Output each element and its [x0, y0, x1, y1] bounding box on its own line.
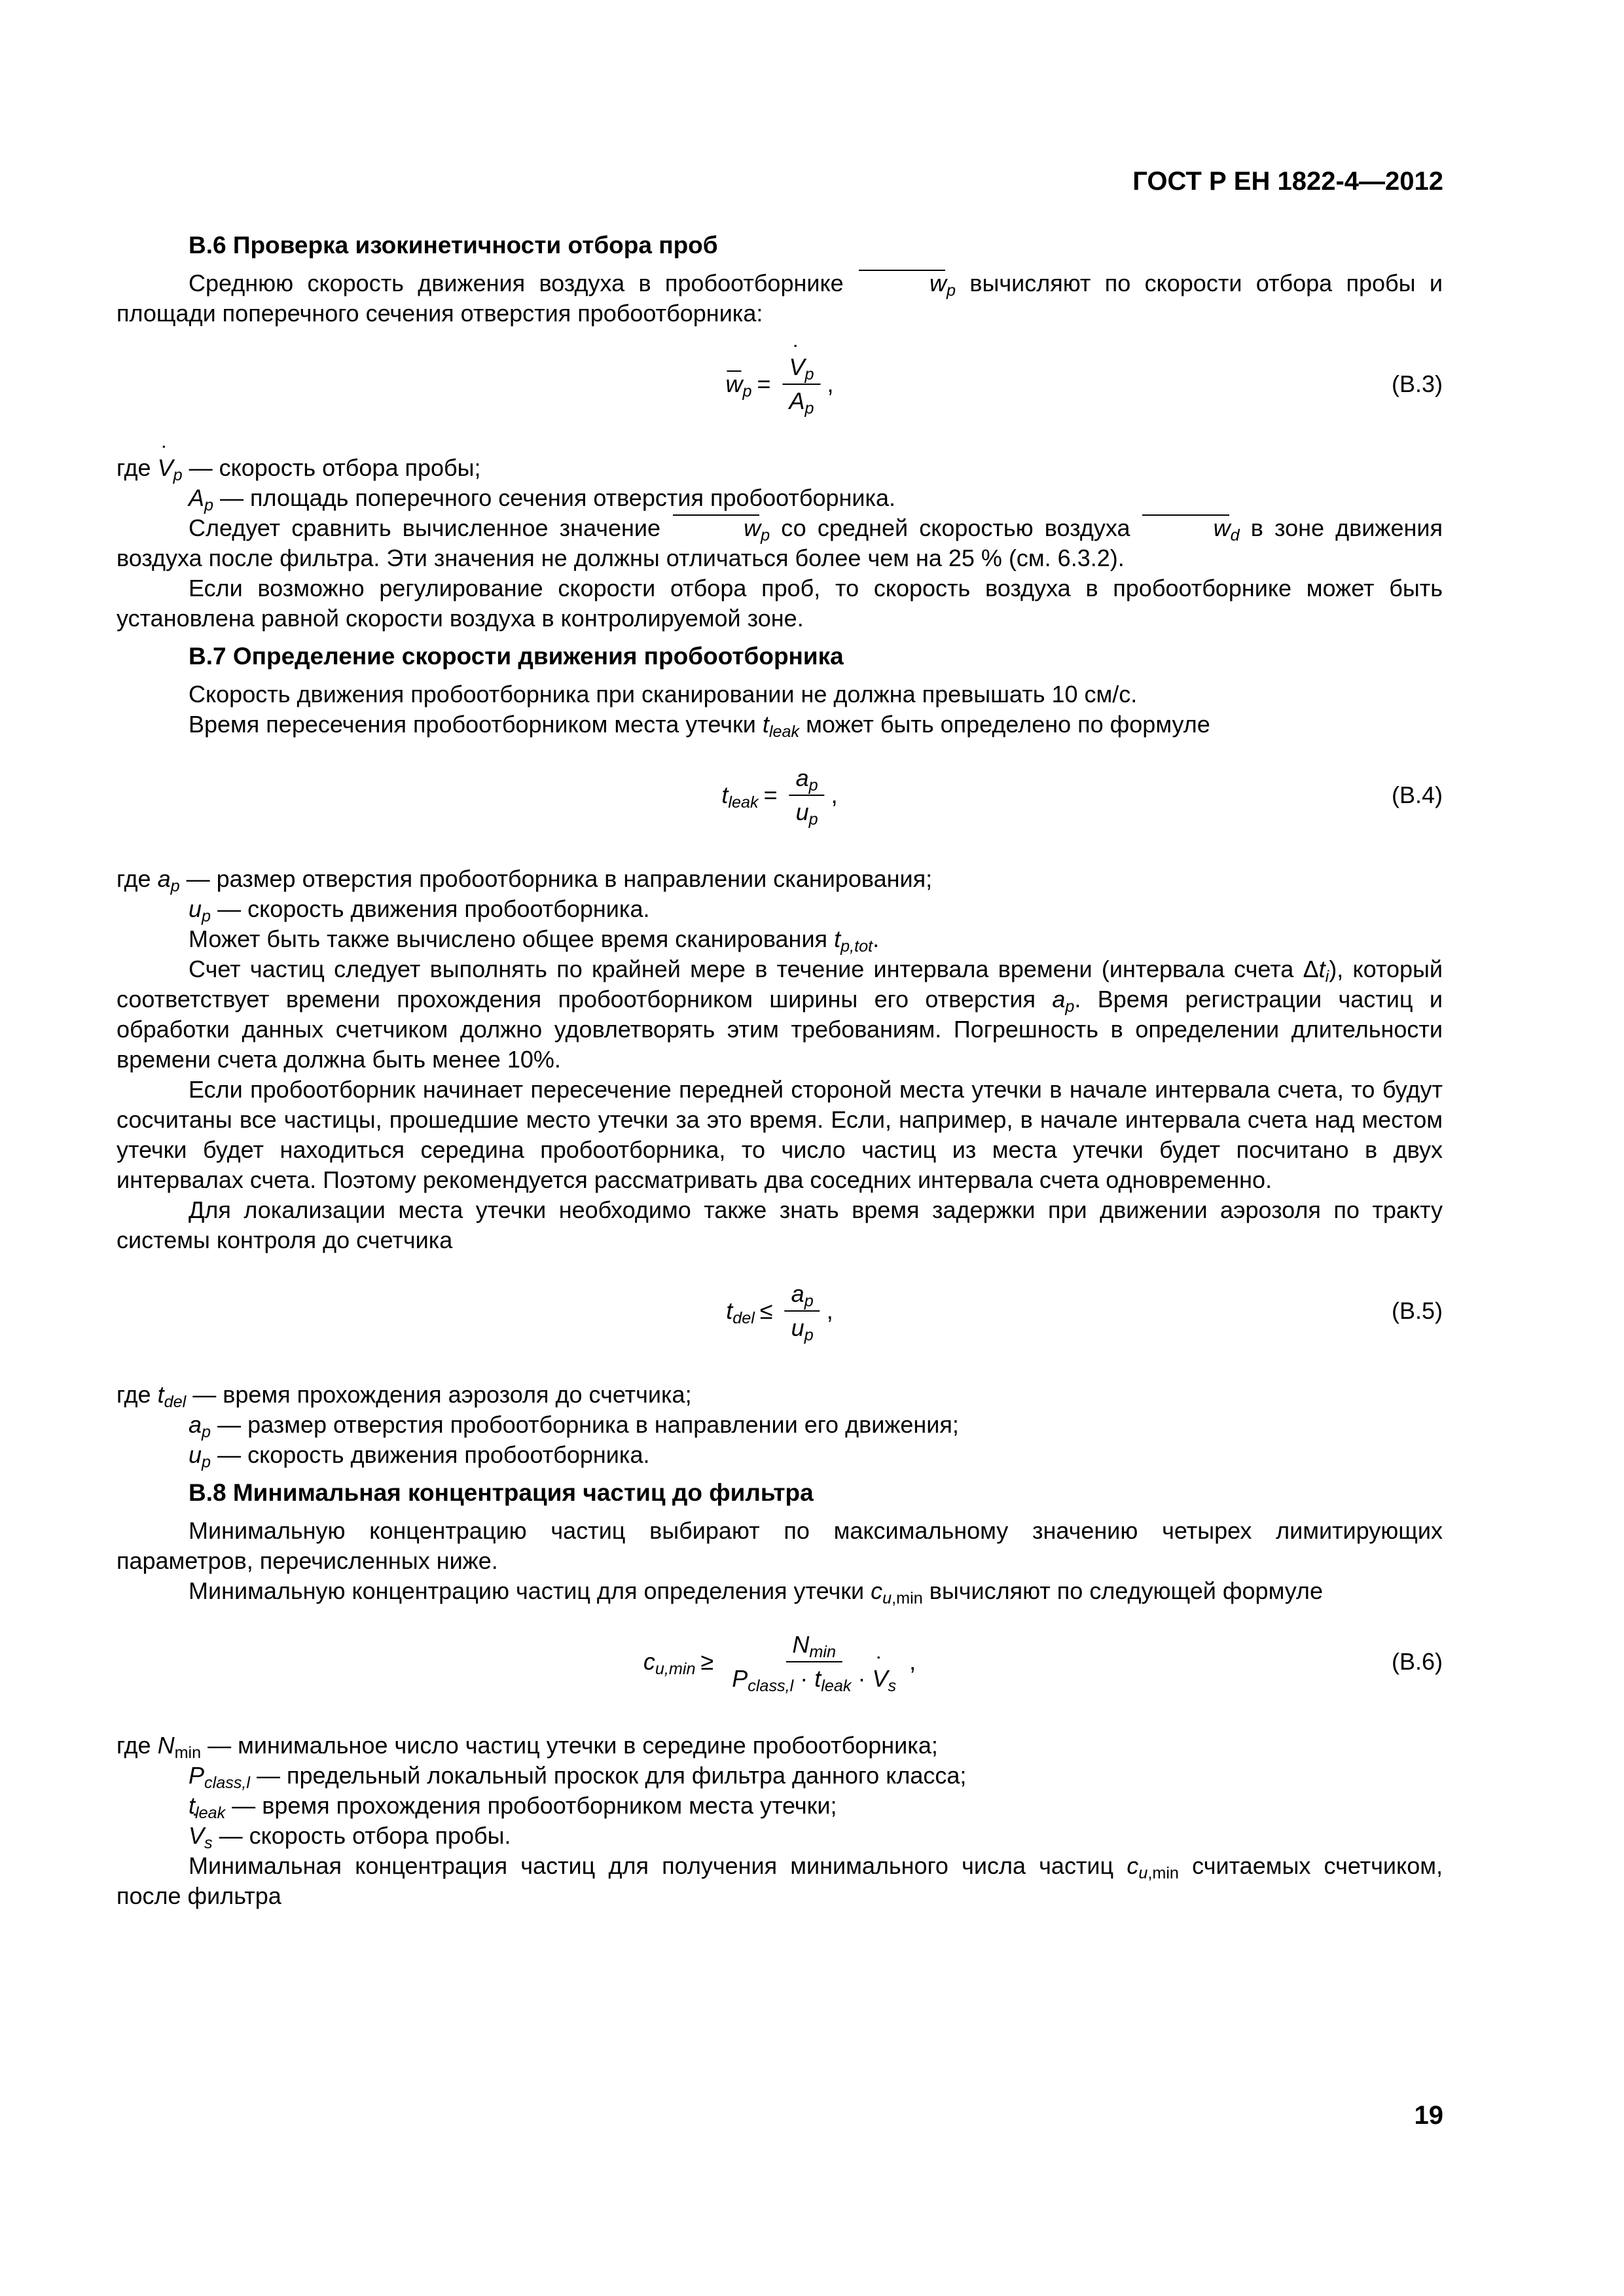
definition-item: ˙ $V_s$ — скорость отбора пробы.	[117, 1821, 1443, 1851]
paragraph: Среднюю скорость движения воздуха в пробоотборнике $w_p$ вычисляют по скорости отбора пробы и площади поперечного сечения отверстия пробоотборника:	[117, 270, 1443, 327]
definition-item: $P_{class,l}$ — предельный локальный проскок для фильтра данного класса;	[189, 1762, 967, 1793]
document-header: ГОСТ Р ЕН 1822-4—2012	[1132, 167, 1443, 196]
formula: $t_{leak}$ = $\frac{a_p}{u_p}$ ,	[721, 764, 838, 829]
formula: $t_{del}$ ≤ $\frac{a_p}{u_p}$ ,	[726, 1280, 833, 1345]
equation-number: (В.4)	[1391, 781, 1443, 808]
paragraph: Минимальную концентрацию частиц выбирают по максимальному значению четырех лимитирующих параметров, перечисленных ниже.	[117, 1517, 1443, 1574]
definition-item: где $t_{del}$ — время прохождения аэрозоля до счетчика;	[117, 1381, 692, 1412]
definition-item: где ˙ $V_p$ — скорость отбора пробы;	[117, 453, 1443, 483]
definition-item: $t_{leak}$ — время прохождения пробоотборником места утечки;	[189, 1792, 837, 1823]
section-b8-title: В.8 Минимальная концентрация частиц до фильтра	[189, 1479, 814, 1506]
page-content	[117, 223, 1443, 1911]
paragraph: Счет частиц следует выполнять по крайней мере в течение интервала времени (интервала счета $\Delta t_i$), который соответствует времени прохождения пробоотборником ширины его отверстия $a_p$. Время регистрации частиц и обработки данных счетчиком должно удовлетворять этим требованиям. Погрешность в определении длительности времени счета должна быть менее 10%.	[117, 956, 1443, 1073]
paragraph: Время пересечения пробоотборником места утечки $t_{leak}$ может быть определено по формуле	[189, 711, 1210, 742]
paragraph: Минимальную концентрацию частиц для определения утечки $c_{u,min}$ вычисляют по следующей формуле	[189, 1577, 1323, 1608]
equation-b5	[117, 1262, 1443, 1360]
equation-number: (В.6)	[1391, 1648, 1443, 1675]
definition-item: $A_p$ — площадь поперечного сечения отверстия пробоотборника.	[189, 484, 896, 515]
definition-item: $u_p$ — скорость движения пробоотборника.	[189, 1441, 650, 1472]
paragraph: Минимальная концентрация частиц для получения минимального числа частиц $c_{u,min}$ считаемых счетчиком, после фильтра	[117, 1852, 1443, 1909]
paragraph: Скорость движения пробоотборника при сканировании не должна превышать 10 см/с.	[189, 681, 1138, 708]
equation-number: (В.3)	[1391, 370, 1443, 397]
paragraph: Если возможно регулирование скорости отбора проб, то скорость воздуха в пробоотборнике может быть установлена равной скорости воздуха в контролируемой зоне.	[117, 575, 1443, 632]
definition-item: $u_p$ — скорость движения пробоотборника.	[189, 895, 650, 926]
equation-b6	[117, 1613, 1443, 1711]
paragraph: Если пробоотборник начинает пересечение передней стороной места утечки в начале интервала счета, то будут сосчитаны все частицы, прошедшие место утечки за это время. Если, например, в начале интервала счета над местом утечки будет находиться середина пробоотборника, то число частиц из места утечки будет посчитано в двух интервалах счета. Поэтому рекомендуется рассматривать два соседних интервала счета одновременно.	[117, 1076, 1443, 1193]
paragraph: Может быть также вычислено общее время сканирования $t_{p,tot}$.	[189, 925, 880, 956]
equation-b3	[117, 335, 1443, 433]
definition-item: где $N_{min}$ — минимальное число частиц утечки в середине пробоотборника;	[117, 1732, 938, 1763]
formula: $w_p$ = ˙ $\frac{V_p}{A_p}$ ,	[725, 352, 833, 416]
equation-b4	[117, 746, 1443, 844]
definition-item: где $a_p$ — размер отверстия пробоотборника в направлении сканирования;	[117, 865, 933, 896]
section-b6-title: В.6 Проверка изокинетичности отбора проб	[189, 232, 718, 259]
definition-item: $a_p$ — размер отверстия пробоотборника в направлении его движения;	[189, 1411, 959, 1442]
formula: $c_{u,min}$ ≥ $\frac{N_{min}}{P_{class,l} \cdot t_{leak} \cdot ˙ V_s}$ ,	[643, 1630, 916, 1694]
page-number: 19	[1414, 2101, 1443, 2130]
paragraph: Для локализации места утечки необходимо также знать время задержки при движении аэрозоля по тракту системы контроля до счетчика	[117, 1196, 1443, 1253]
paragraph: Следует сравнить вычисленное значение $w_p$ со средней скоростью воздуха $w_d$ в зоне движения воздуха после фильтра. Эти значения не должны отличаться более чем на 25 % (см. 6.3.2).	[117, 514, 1443, 571]
equation-number: (В.5)	[1391, 1297, 1443, 1324]
section-b7-title: В.7 Определение скорости движения пробоотборника	[189, 643, 844, 670]
